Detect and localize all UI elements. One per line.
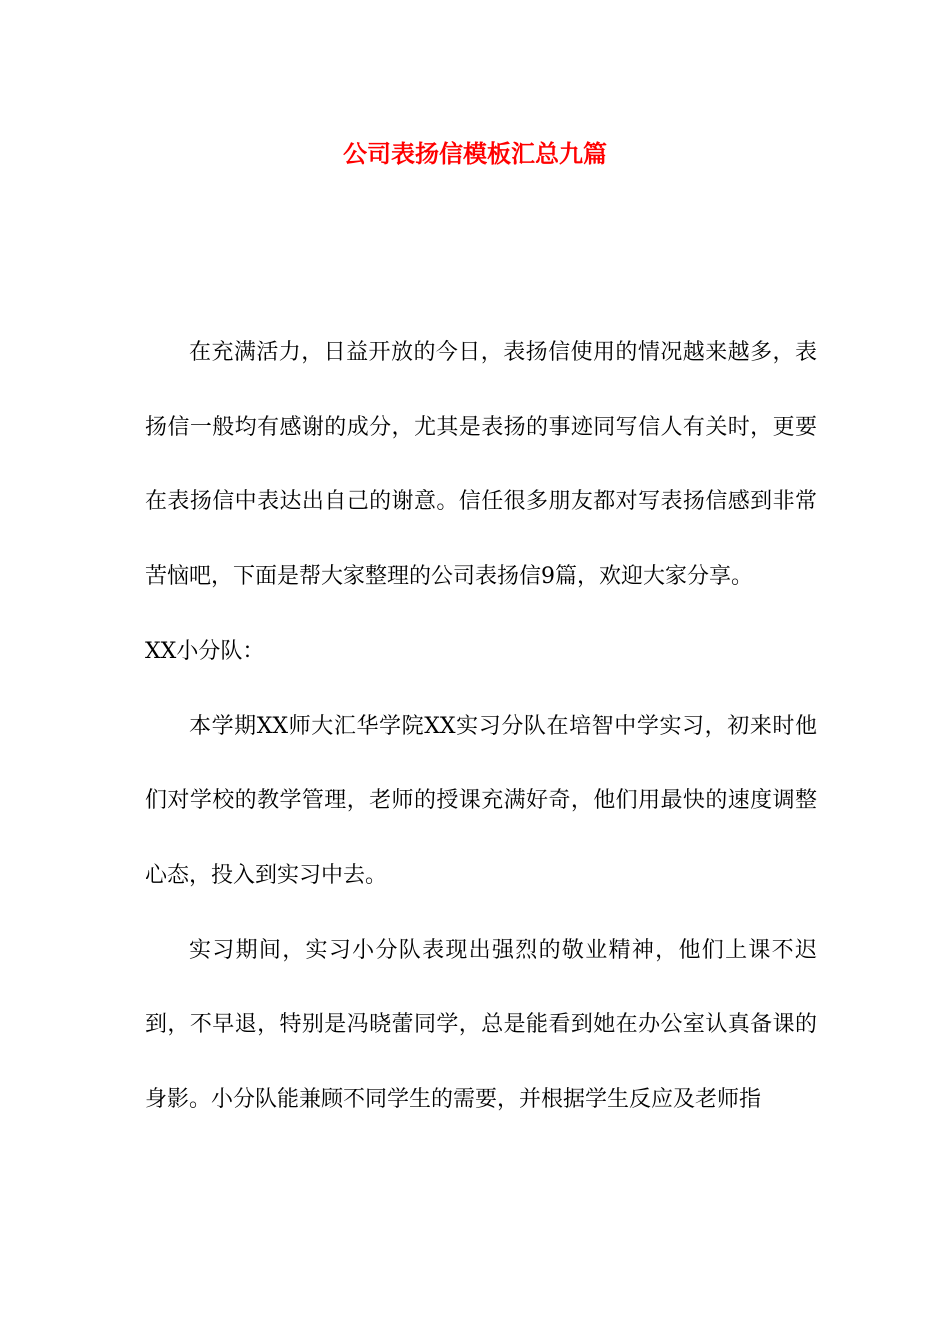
salutation: XX小分队： bbox=[145, 638, 265, 664]
document-body bbox=[145, 316, 817, 1138]
letter-paragraph-1: 本学期XX师大汇华学院XX实习分队在培智中学实习，初来时他们对学校的教学管理，老师的授课充满好奇，他们用最快的速度调整心态，投入到实习中去。 bbox=[145, 713, 817, 888]
intro-paragraph: 在充满活力，日益开放的今日，表扬信使用的情况越来越多，表扬信一般均有感谢的成分，尤其是表扬的事迹同写信人有关时，更要在表扬信中表达出自己的谢意。信任很多朋友都对写表扬信感到非常苦恼吧，下面是帮大家整理的公司表扬信9篇，欢迎大家分享。 bbox=[145, 340, 817, 590]
letter-paragraph-2: 实习期间，实习小分队表现出强烈的敬业精神，他们上课不迟到，不早退，特别是冯晓蕾同学，总是能看到她在办公室认真备课的身影。小分队能兼顾不同学生的需要，并根据学生反应及老师指 bbox=[145, 937, 817, 1113]
document-title: 公司表扬信模板汇总九篇 bbox=[343, 140, 607, 168]
